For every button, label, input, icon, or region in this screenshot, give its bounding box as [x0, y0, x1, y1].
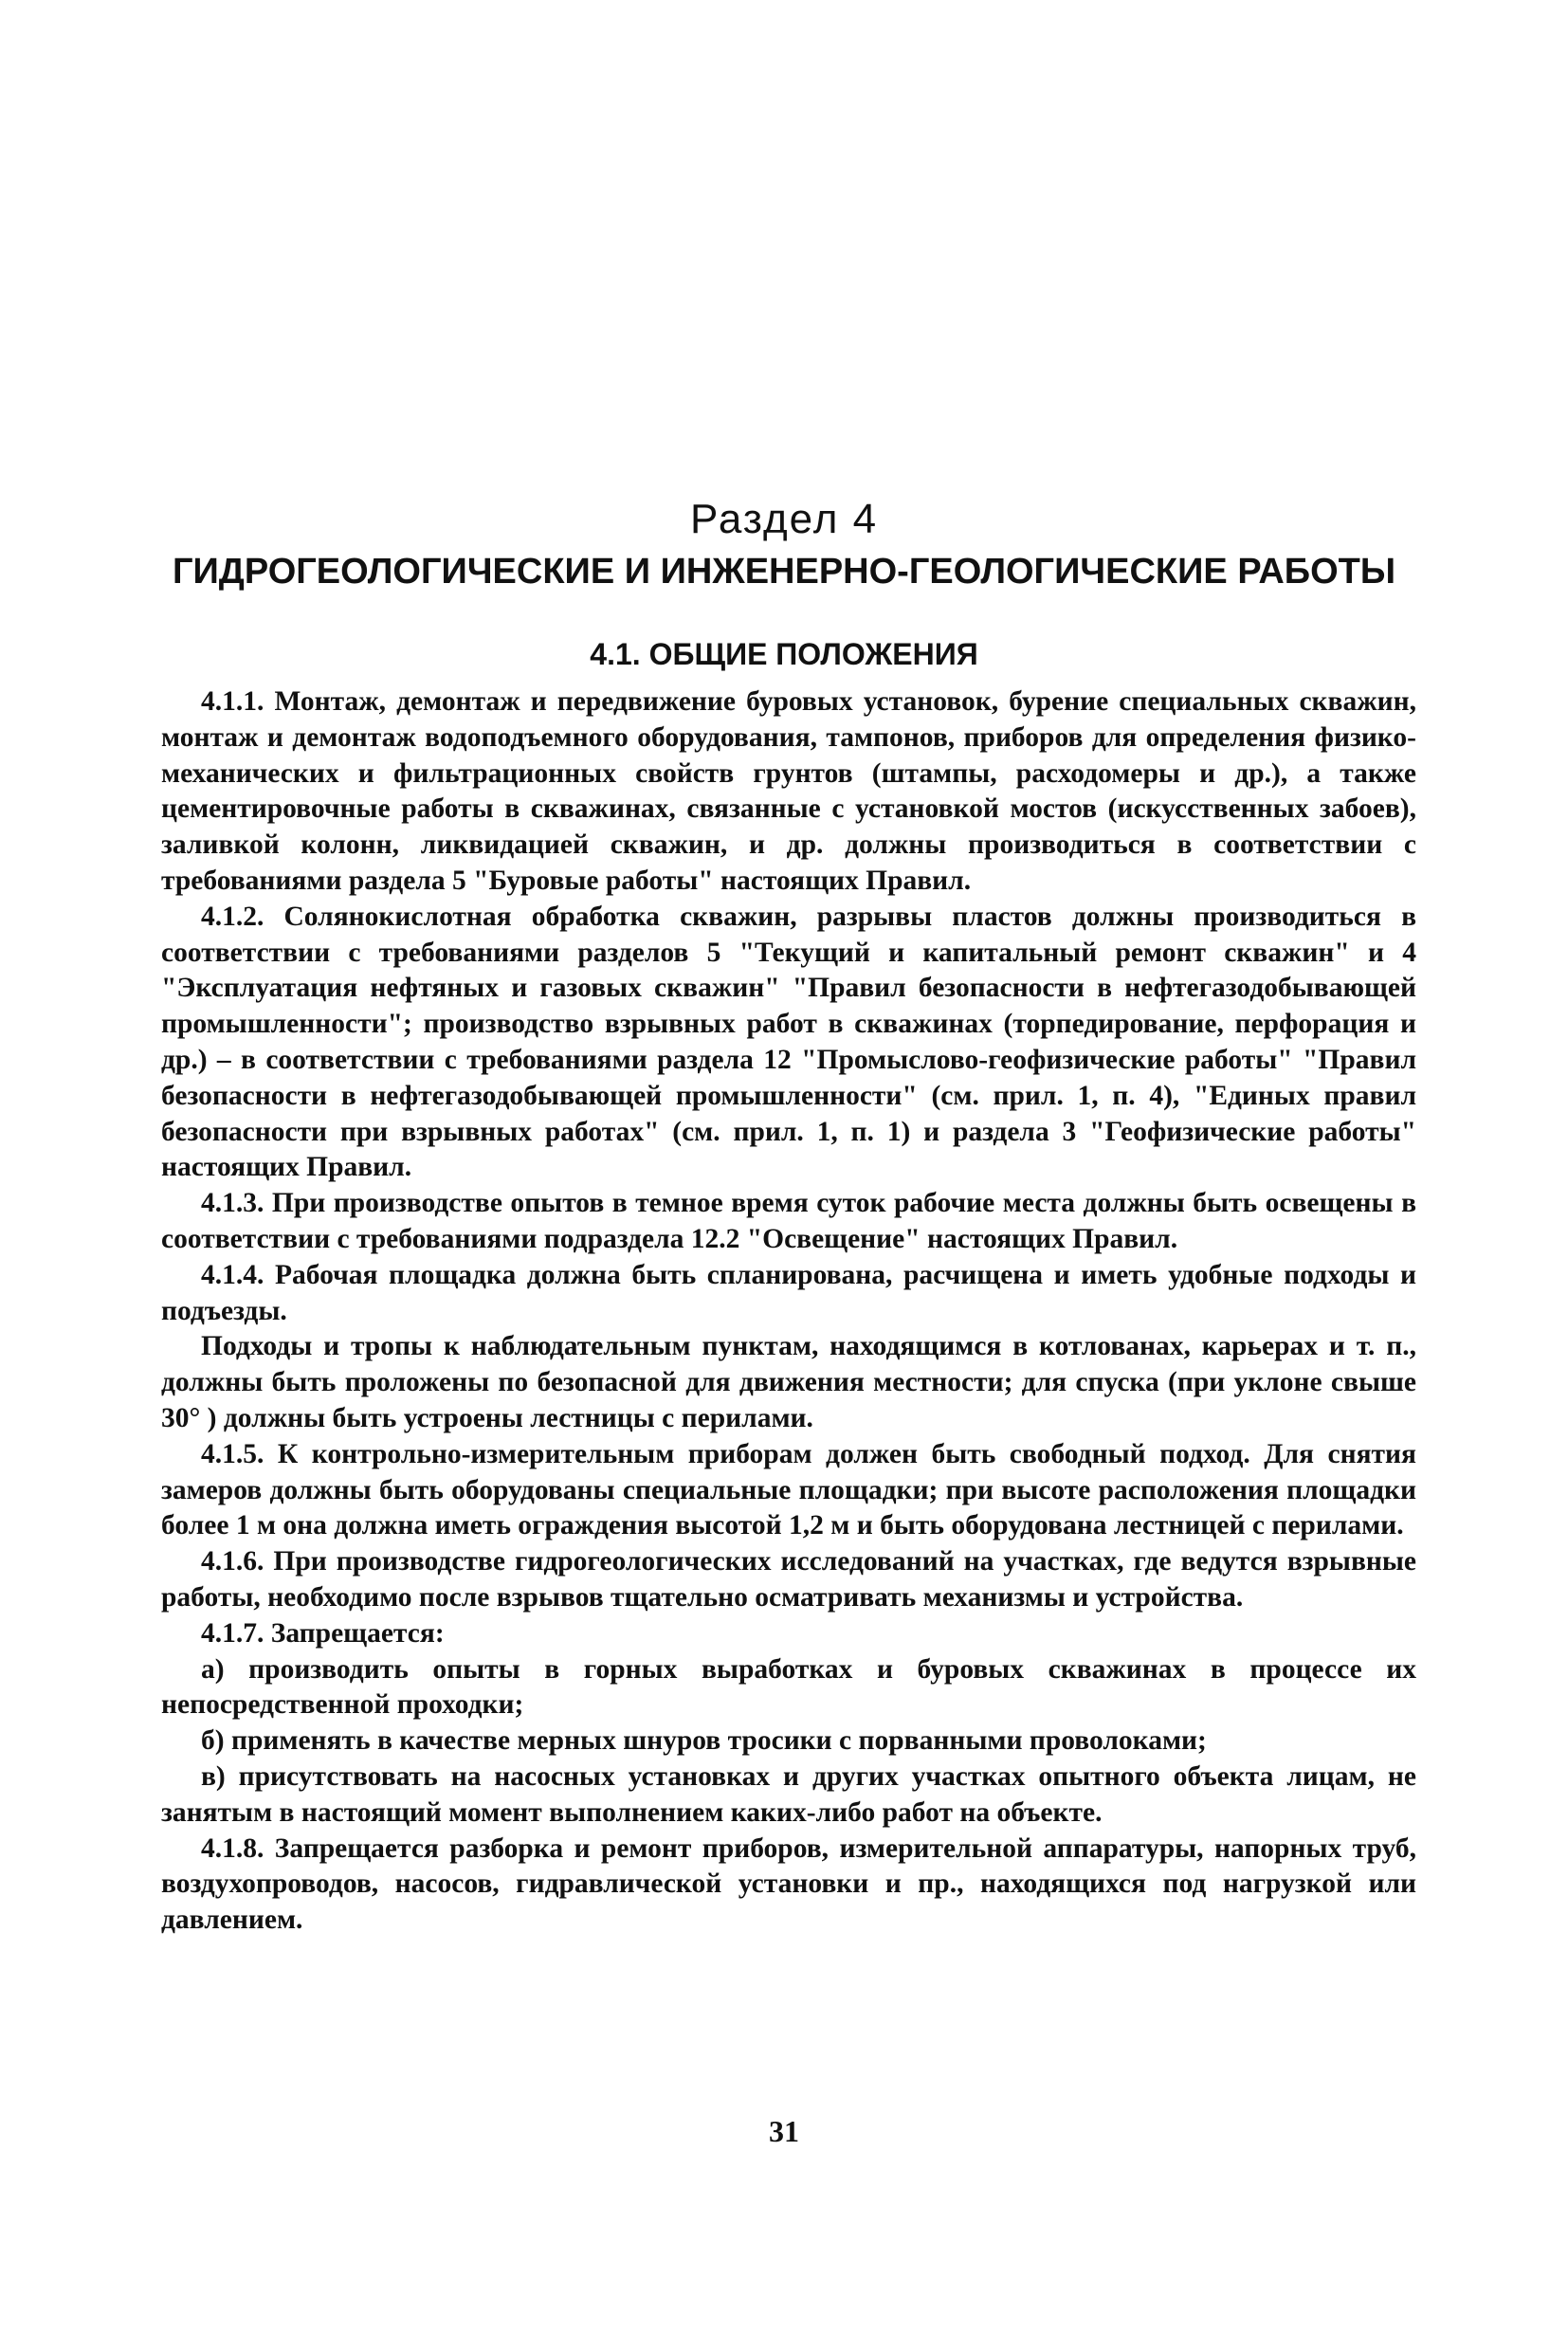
paragraph-4-1-6: 4.1.6. При производстве гидрогеологических исследований на участках, где ведутся взрывные работы, необходимо после взрывов тщательно осматривать механизмы и устройства.: [161, 1546, 1416, 1613]
section-label: Раздел 4: [689, 496, 879, 542]
paragraph-4-1-8: 4.1.8. Запрещается разборка и ремонт приборов, измерительной аппаратуры, напорных труб, воздухопроводов, насосов, гидравлической установки и пр., находящихся под нагрузкой или давлением.: [161, 1832, 1416, 1936]
body-text: [161, 684, 1416, 1939]
paragraph-4-1-4-approaches: Подходы и тропы к наблюдательным пунктам, находящимся в котлованах, карьерах и т. п., должны быть проложены по безопасной для движения местности; для спуска (при уклоне свыше 30° ) должны быть устроены лестницы с перилами.: [161, 1331, 1416, 1433]
section-title: ГИДРОГЕОЛОГИЧЕСКИЕ И ИНЖЕНЕРНО-ГЕОЛОГИЧЕСКИЕ РАБОТЫ: [172, 552, 1396, 592]
paragraph-4-1-3: 4.1.3. При производстве опытов в темное время суток рабочие места должны быть освещены в соответствии с требованиями подраздела 12.2 "Освещение" настоящих Правил.: [161, 1188, 1416, 1254]
list-item-a: а) производить опыты в горных выработках и буровых скважинах в процессе их непосредственной проходки;: [161, 1653, 1416, 1721]
paragraph-4-1-7: 4.1.7. Запрещается:: [201, 1617, 445, 1649]
list-item-b: б) применять в качестве мерных шнуров тросики с порванными проволоками;: [201, 1725, 1207, 1757]
paragraph-4-1-1: 4.1.1. Монтаж, демонтаж и передвижение буровых установок, бурение специальных скважин, монтаж и демонтаж водоподъемного оборудования, тампонов, приборов для определения физико-механических и фильтрационных свойств грунтов (штампы, расходомеры и др.), а также цементировочные работы в скважинах, связанные с установкой мостов (искусственных забоев), заливкой колонн, ликвидацией скважин, и др. должны производиться в соответствии с требованиями раздела 5 "Буровые работы" настоящих Правил.: [161, 686, 1416, 896]
subsection-title: 4.1. ОБЩИЕ ПОЛОЖЕНИЯ: [590, 637, 978, 671]
list-item-c: в) присутствовать на насосных установках и других участках опытного объекта лицам, не занятым в настоящий момент выполнением каких-либо работ на объекте.: [161, 1760, 1416, 1828]
paragraph-4-1-5: 4.1.5. К контрольно-измерительным приборам должен быть свободный подход. Для снятия замеров должны быть оборудованы специальные площадки; при высоте расположения площадки более 1 м она должна иметь ограждения высотой 1,2 м и быть оборудована лестницей с перилами.: [161, 1438, 1416, 1541]
paragraph-4-1-2: 4.1.2. Солянокислотная обработка скважин, разрывы пластов должны производиться в соответствии с требованиями разделов 5 "Текущий и капитальный ремонт скважин" и 4 "Эксплуатация нефтяных и газовых скважин" "Правил безопасности в нефтегазодобывающей промышленности"; производство взрывных работ в скважинах (торпедирование, перфорация и др.) – в соответствии с требованиями раздела 12 "Промыслово-геофизические работы" "Правил безопасности в нефтегазодобывающей промышленности" (см. прил. 1, п. 4), "Единых правил безопасности при взрывных работах" (см. прил. 1, п. 1) и раздела 3 "Геофизические работы" настоящих Правил.: [161, 901, 1416, 1183]
page-number: 31: [769, 2114, 799, 2148]
paragraph-4-1-4: 4.1.4. Рабочая площадка должна быть спланирована, расчищена и иметь удобные подходы и подъезды.: [161, 1259, 1416, 1326]
